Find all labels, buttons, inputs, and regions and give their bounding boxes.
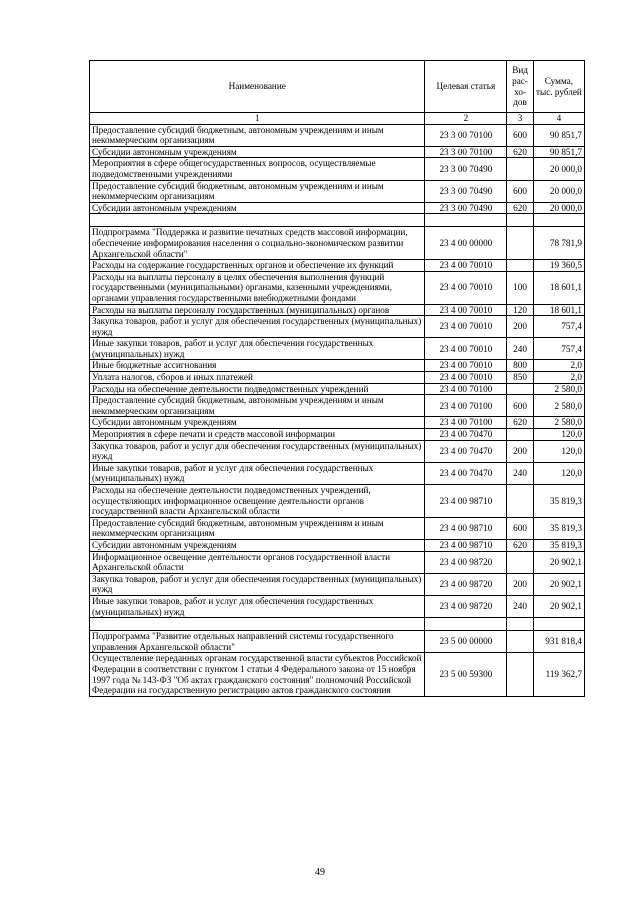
col-number: 1 — [90, 113, 425, 125]
col-number: 2 — [425, 113, 507, 125]
name-cell: Закупка товаров, работ и услуг для обеспечения государственных (муниципальных) нужд — [90, 316, 425, 338]
header-sum: Сумма, тыс. рублей — [533, 61, 584, 113]
name-cell: Иные закупки товаров, работ и услуг для обеспечения государственных (муниципальных) нужд — [90, 595, 425, 617]
sum-cell: 18 601,1 — [533, 304, 584, 316]
type-cell: 120 — [507, 304, 534, 316]
table-row — [90, 573, 585, 595]
column-number-row — [90, 113, 585, 125]
table-row — [90, 338, 585, 360]
name-cell: Мероприятия в сфере общегосударственных вопросов, осуществляемые подведомственными учреждениями — [90, 158, 425, 180]
table-row — [90, 485, 585, 518]
name-cell: Расходы на выплаты персоналу в целях обеспечения выполнения функций государственными (муниципальными) органами, казенными учреждениями, органами управления государственными внебюджетными фондами — [90, 271, 425, 304]
name-cell: Осуществление переданных органам государственной власти субъектов Российской Федерации в соответствии с пунктом 1 статьи 4 Федерального закона от 15 ноября 1997 года № 143-ФЗ "Об актах гражданского состояния" полномочий Российской Федерации на государственную регистрацию актов гражданского состояния — [90, 653, 425, 696]
sum-cell: 18 601,1 — [533, 271, 584, 304]
header-name: Наименование — [90, 61, 425, 113]
type-cell — [507, 429, 534, 441]
target-cell: 23 3 00 70490 — [425, 202, 507, 214]
sum-cell: 20 902,1 — [533, 551, 584, 573]
sum-cell: 20 000,0 — [533, 202, 584, 214]
spacer-row — [90, 618, 585, 631]
name-cell: Подпрограмма "Поддержка и развитие печатных средств массовой информации, обеспечение информирования населения о социально-экономическом развитии Архангельской области" — [90, 227, 425, 260]
header-row — [90, 61, 585, 113]
target-cell: 23 4 00 70010 — [425, 260, 507, 272]
table-row — [90, 595, 585, 617]
name-cell: Иные закупки товаров, работ и услуг для обеспечения государственных (муниципальных) нужд — [90, 462, 425, 484]
target-cell: 23 3 00 70490 — [425, 180, 507, 202]
sum-cell: 35 819,3 — [533, 539, 584, 551]
type-cell: 240 — [507, 595, 534, 617]
target-cell: 23 4 00 70100 — [425, 417, 507, 429]
empty-cell — [507, 214, 534, 227]
sum-cell: 20 000,0 — [533, 180, 584, 202]
name-cell: Предоставление субсидий бюджетным, автономным учреждениям и иным некоммерческим организациям — [90, 180, 425, 202]
col-number: 3 — [507, 113, 534, 125]
sum-cell: 20 000,0 — [533, 158, 584, 180]
sum-cell: 120,0 — [533, 462, 584, 484]
subprogram-row — [90, 227, 585, 260]
name-cell: Субсидии автономным учреждениям — [90, 202, 425, 214]
name-cell: Предоставление субсидий бюджетным, автономным учреждениям и иным некоммерческим организациям — [90, 517, 425, 539]
sum-cell: 757,4 — [533, 316, 584, 338]
target-cell: 23 4 00 98710 — [425, 517, 507, 539]
type-cell — [507, 383, 534, 395]
table-row — [90, 316, 585, 338]
sum-cell: 757,4 — [533, 338, 584, 360]
table-row — [90, 429, 585, 441]
type-cell — [507, 227, 534, 260]
table-row — [90, 202, 585, 214]
name-cell: Субсидии автономным учреждениям — [90, 417, 425, 429]
target-cell: 23 4 00 70100 — [425, 383, 507, 395]
sum-cell: 78 781,9 — [533, 227, 584, 260]
name-cell: Иные закупки товаров, работ и услуг для обеспечения государственных (муниципальных) нужд — [90, 338, 425, 360]
table-row — [90, 124, 585, 146]
target-cell: 23 4 00 98720 — [425, 551, 507, 573]
sum-cell: 120,0 — [533, 440, 584, 462]
sum-cell: 120,0 — [533, 429, 584, 441]
sum-cell: 20 902,1 — [533, 595, 584, 617]
sum-cell: 931 818,4 — [533, 631, 584, 653]
target-cell: 23 4 00 98720 — [425, 595, 507, 617]
type-cell — [507, 551, 534, 573]
table-row — [90, 146, 585, 158]
table-row — [90, 462, 585, 484]
table-row — [90, 158, 585, 180]
type-cell: 200 — [507, 316, 534, 338]
spacer-row — [90, 214, 585, 227]
type-cell — [507, 485, 534, 518]
name-cell: Субсидии автономным учреждениям — [90, 539, 425, 551]
target-cell: 23 4 00 98710 — [425, 539, 507, 551]
table-row — [90, 180, 585, 202]
name-cell: Расходы на обеспечение деятельности подведомственных учреждений, осуществляющих информационное освещение деятельности органов государственной власти Архангельской области — [90, 485, 425, 518]
name-cell: Закупка товаров, работ и услуг для обеспечения государственных (муниципальных) нужд — [90, 440, 425, 462]
target-cell: 23 4 00 70010 — [425, 338, 507, 360]
table-row — [90, 517, 585, 539]
type-cell: 240 — [507, 338, 534, 360]
sum-cell: 20 902,1 — [533, 573, 584, 595]
table-row — [90, 551, 585, 573]
target-cell: 23 4 00 98720 — [425, 573, 507, 595]
type-cell: 620 — [507, 146, 534, 158]
sum-cell: 35 819,3 — [533, 485, 584, 518]
table-row — [90, 304, 585, 316]
empty-cell — [533, 214, 584, 227]
type-cell: 600 — [507, 395, 534, 417]
target-cell: 23 4 00 70470 — [425, 429, 507, 441]
target-cell: 23 4 00 70470 — [425, 462, 507, 484]
type-cell: 600 — [507, 124, 534, 146]
target-cell: 23 4 00 70100 — [425, 395, 507, 417]
type-cell: 620 — [507, 539, 534, 551]
target-cell: 23 5 00 00000 — [425, 631, 507, 653]
type-cell — [507, 653, 534, 696]
sum-cell: 2,0 — [533, 372, 584, 384]
type-cell: 850 — [507, 372, 534, 384]
name-cell: Уплата налогов, сборов и иных платежей — [90, 372, 425, 384]
target-cell: 23 4 00 70470 — [425, 440, 507, 462]
name-cell: Мероприятия в сфере печати и средств массовой информации — [90, 429, 425, 441]
empty-cell — [425, 214, 507, 227]
type-cell — [507, 260, 534, 272]
type-cell: 620 — [507, 202, 534, 214]
table-row — [90, 417, 585, 429]
name-cell: Предоставление субсидий бюджетным, автономным учреждениям и иным некоммерческим организациям — [90, 395, 425, 417]
sum-cell: 19 360,5 — [533, 260, 584, 272]
sum-cell: 2 580,0 — [533, 383, 584, 395]
name-cell: Расходы на содержание государственных органов и обеспечение их функций — [90, 260, 425, 272]
table-row — [90, 360, 585, 372]
target-cell: 23 4 00 70010 — [425, 360, 507, 372]
target-cell: 23 3 00 70100 — [425, 146, 507, 158]
sum-cell: 2,0 — [533, 360, 584, 372]
table-row — [90, 395, 585, 417]
table-row — [90, 372, 585, 384]
name-cell: Субсидии автономным учреждениям — [90, 146, 425, 158]
empty-cell — [90, 618, 425, 631]
type-cell — [507, 631, 534, 653]
empty-cell — [90, 214, 425, 227]
target-cell: 23 3 00 70100 — [425, 124, 507, 146]
type-cell: 600 — [507, 517, 534, 539]
sum-cell: 119 362,7 — [533, 653, 584, 696]
empty-cell — [425, 618, 507, 631]
empty-cell — [507, 618, 534, 631]
type-cell: 240 — [507, 462, 534, 484]
target-cell: 23 5 00 59300 — [425, 653, 507, 696]
table-row — [90, 271, 585, 304]
target-cell: 23 4 00 98710 — [425, 485, 507, 518]
target-cell: 23 4 00 70010 — [425, 316, 507, 338]
col-number: 4 — [533, 113, 584, 125]
name-cell: Расходы на обеспечение деятельности подведомственных учреждений — [90, 383, 425, 395]
sum-cell: 2 580,0 — [533, 417, 584, 429]
sum-cell: 35 819,3 — [533, 517, 584, 539]
target-cell: 23 4 00 00000 — [425, 227, 507, 260]
table-row — [90, 440, 585, 462]
target-cell: 23 4 00 70010 — [425, 372, 507, 384]
sum-cell: 90 851,7 — [533, 146, 584, 158]
name-cell: Подпрограмма "Развитие отдельных направлений системы государственного управления Архангельской области" — [90, 631, 425, 653]
target-cell: 23 4 00 70010 — [425, 271, 507, 304]
name-cell: Предоставление субсидий бюджетным, автономным учреждениям и иным некоммерческим организациям — [90, 124, 425, 146]
name-cell: Закупка товаров, работ и услуг для обеспечения государственных (муниципальных) нужд — [90, 573, 425, 595]
type-cell: 200 — [507, 573, 534, 595]
type-cell — [507, 158, 534, 180]
target-cell: 23 3 00 70490 — [425, 158, 507, 180]
target-cell: 23 4 00 70010 — [425, 304, 507, 316]
type-cell: 620 — [507, 417, 534, 429]
table-row — [90, 383, 585, 395]
header-type: Вид рас-хо-дов — [507, 61, 534, 113]
header-target: Целевая статья — [425, 61, 507, 113]
page-number: 49 — [315, 867, 325, 878]
type-cell: 100 — [507, 271, 534, 304]
empty-cell — [533, 618, 584, 631]
table-row — [90, 653, 585, 696]
subprogram-row — [90, 631, 585, 653]
table-row — [90, 539, 585, 551]
table-row — [90, 260, 585, 272]
type-cell: 800 — [507, 360, 534, 372]
sum-cell: 2 580,0 — [533, 395, 584, 417]
budget-table — [89, 60, 585, 697]
name-cell: Информационное освещение деятельности органов государственной власти Архангельской области — [90, 551, 425, 573]
name-cell: Иные бюджетные ассигнования — [90, 360, 425, 372]
sum-cell: 90 851,7 — [533, 124, 584, 146]
type-cell: 200 — [507, 440, 534, 462]
name-cell: Расходы на выплаты персоналу государственных (муниципальных) органов — [90, 304, 425, 316]
type-cell: 600 — [507, 180, 534, 202]
table-body — [90, 124, 585, 696]
